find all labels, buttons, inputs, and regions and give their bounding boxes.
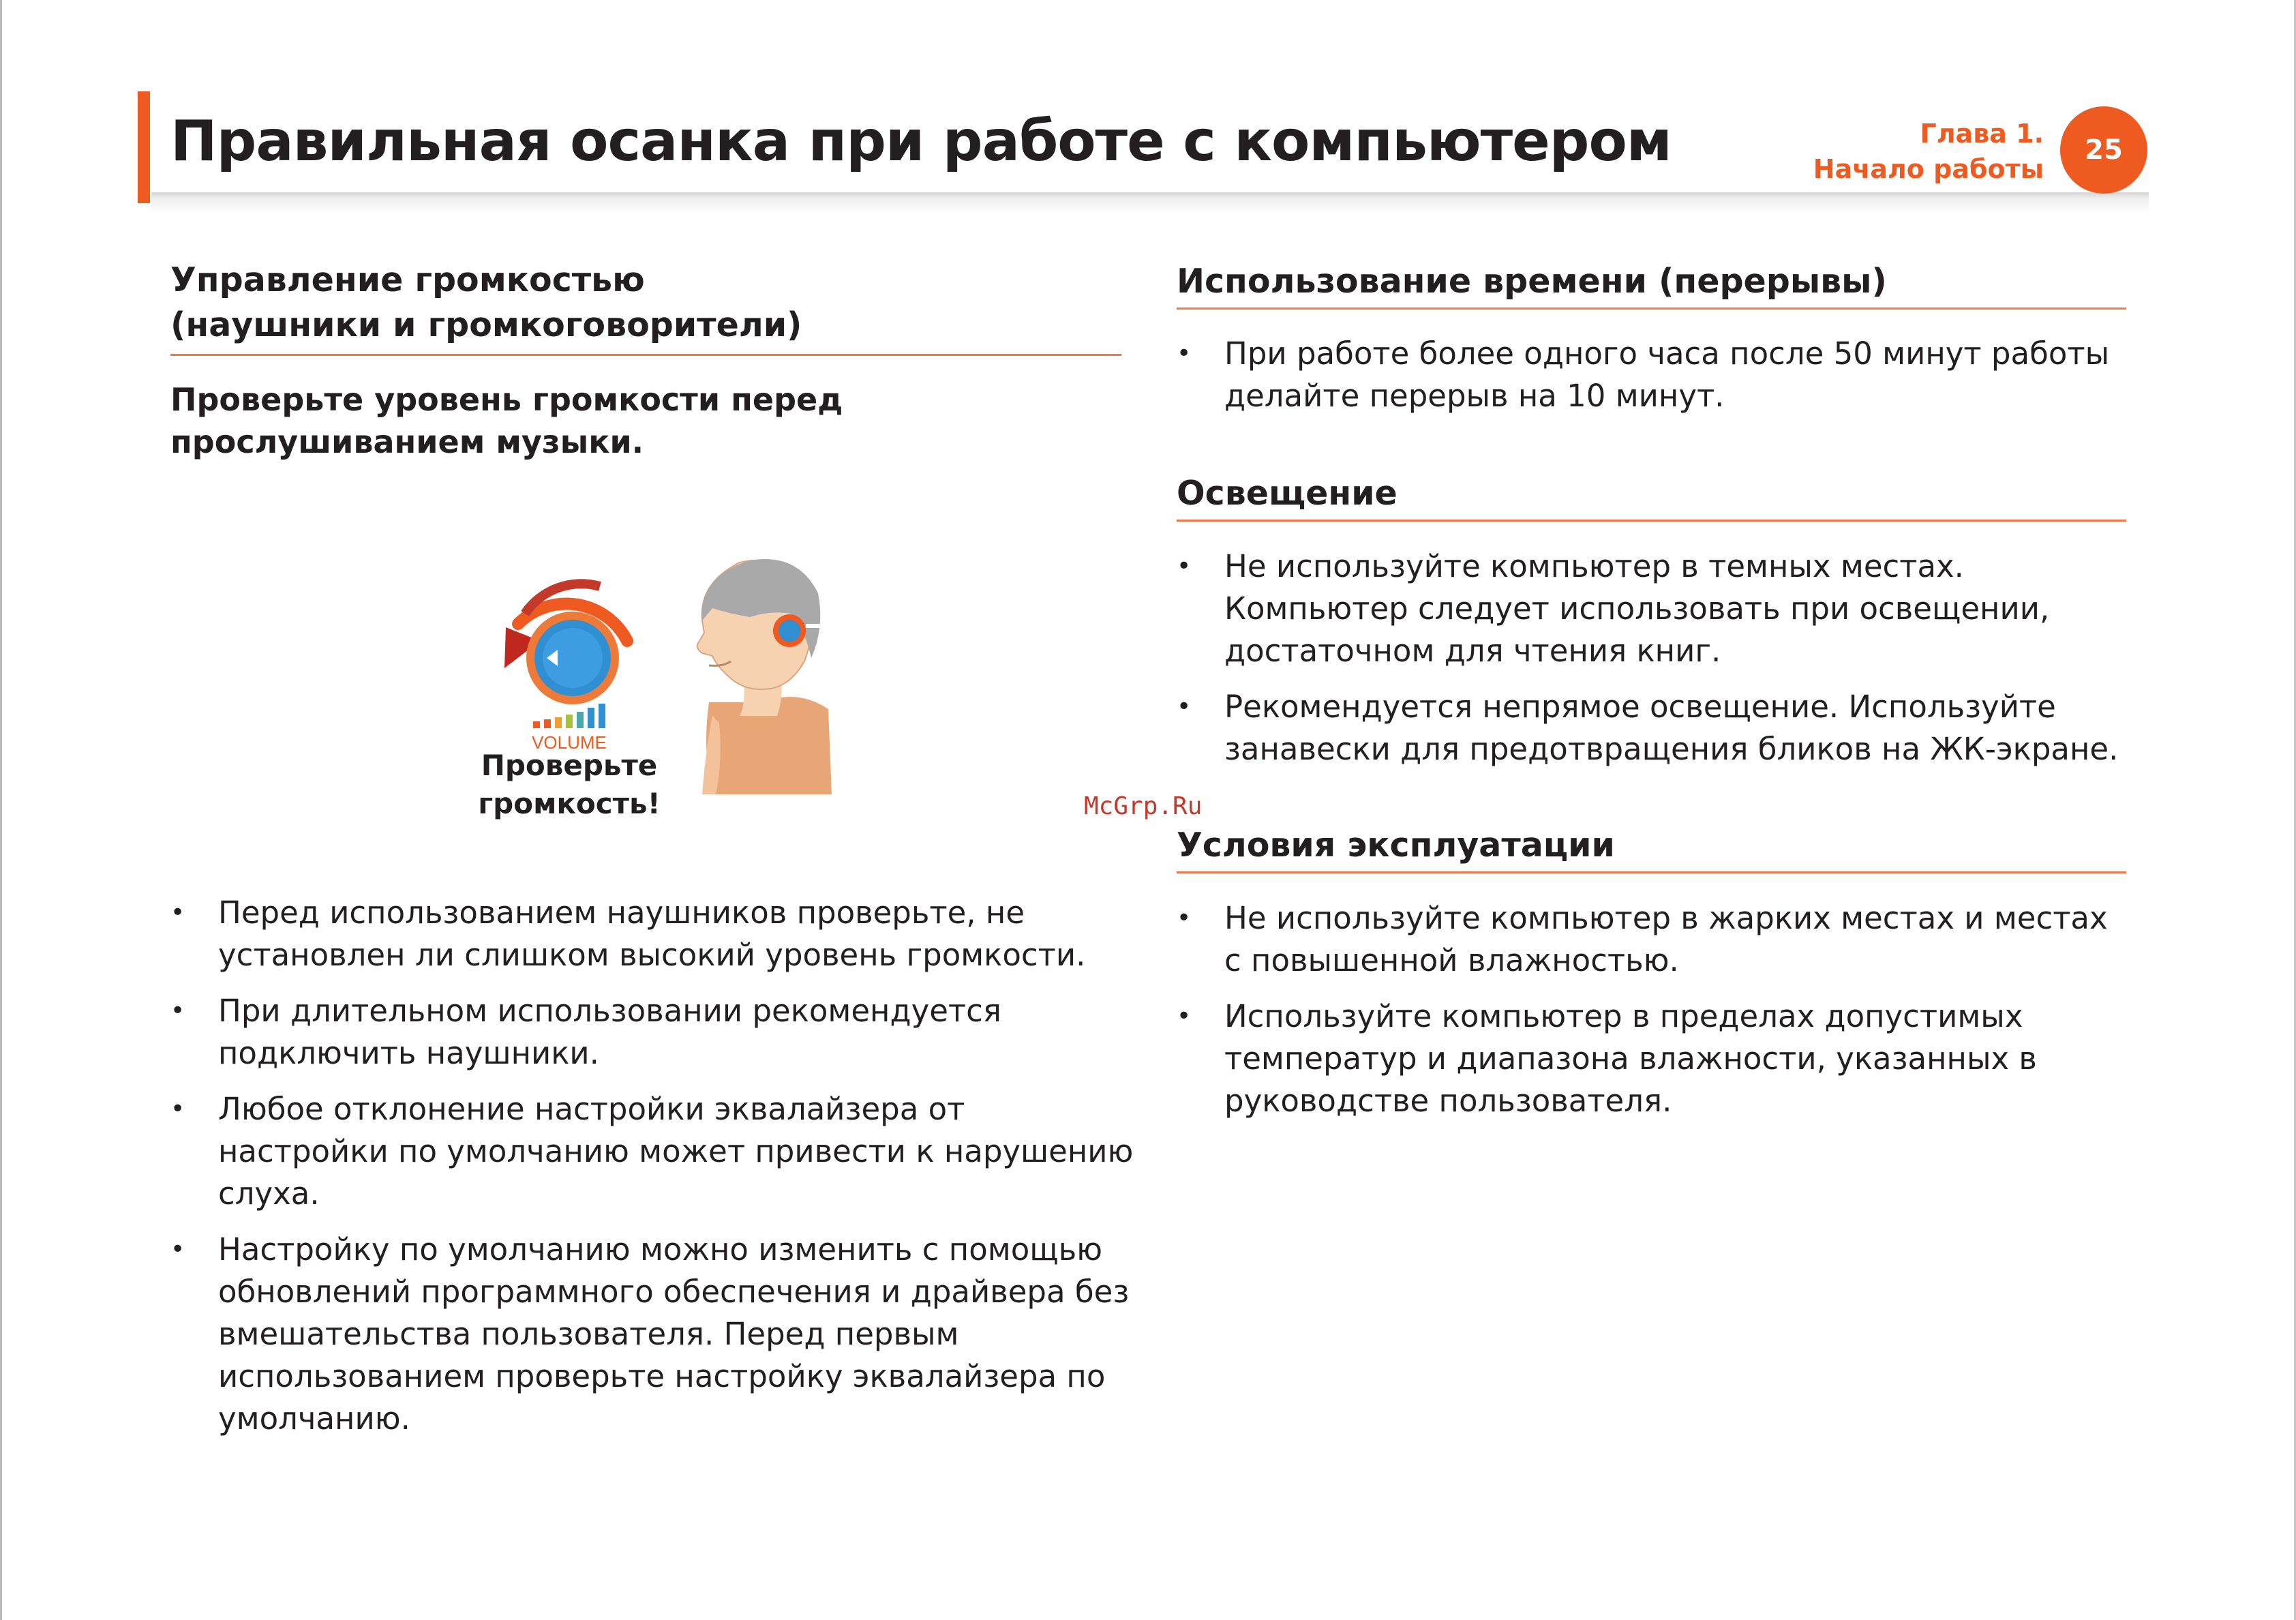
section-heading-volume-line2: (наушники и громкоговорители) [170,305,802,344]
section-rule-volume [170,354,1121,356]
list-item: • Не используйте компьютер в жарких местах и местах с повышенной влажностью. [1177,897,2131,982]
section-heading-volume [170,258,802,348]
illustration-caption-line2: громкость! [478,787,661,820]
header-divider [151,192,2149,213]
chapter-label [1813,116,2044,187]
page-number-badge: 25 [2060,106,2147,194]
section-heading-breaks: Использование времени (перерывы) [1177,262,1887,301]
section-rule-conditions [1177,871,2126,873]
list-item: • При длительном использовании рекомендуется подключить наушники. [170,990,1138,1075]
list-item: • При работе более одного часа после 50 минут работы делайте перерыв на 10 минут. [1177,333,2131,417]
lighting-bullet-list [1177,545,2131,784]
watermark: McGrp.Ru [1084,792,1203,820]
page-title: Правильная осанка при работе с компьютером [170,109,1672,174]
volume-level-bars-icon [533,704,605,728]
illustration-caption [450,747,689,823]
section-heading-lighting: Освещение [1177,474,1398,513]
volume-label: VOLUME [532,732,607,753]
section-heading-conditions: Условия эксплуатации [1177,826,1615,865]
list-item: • Не используйте компьютер в темных местах. Компьютер следует использовать при освещении, достаточном для чтения книг. [1177,545,2131,672]
volume-bullet-list [170,892,1138,1454]
section-rule-lighting [1177,520,2126,522]
volume-knob-icon [504,584,627,704]
illustration-caption-line1: Проверьте [481,749,658,782]
section-rule-breaks [1177,308,2126,310]
list-item: • Используйте компьютер в пределах допустимых температур и диапазона влажности, указанных в руководстве пользователя. [1177,995,2131,1122]
chapter-number: Глава 1. [1920,119,2044,149]
person-headphones-icon [697,559,832,794]
list-item: • Перед использованием наушников проверьте, не установлен ли слишком высокий уровень громкости. [170,892,1138,976]
chapter-title: Начало работы [1813,154,2044,184]
list-item: • Рекомендуется непрямое освещение. Используйте занавески для предотвращения бликов на ЖК-экране. [1177,686,2131,770]
title-accent-bar [138,91,150,203]
conditions-bullet-list [1177,897,2131,1136]
page-border-left [0,0,2,1620]
volume-lead-text: Проверьте уровень громкости перед прослушиванием музыки. [170,381,843,460]
list-item: • Настройку по умолчанию можно изменить с помощью обновлений программного обеспечения и драйвера без вмешательства пользователя. Перед первым использованием проверьте настройку эквалайзера по умолчанию. [170,1229,1138,1440]
breaks-bullet-list [1177,333,2131,431]
list-item: • Любое отклонение настройки эквалайзера от настройки по умолчанию может привести к нарушению слуха. [170,1088,1138,1215]
section-heading-volume-line1: Управление громкостью [170,260,645,299]
